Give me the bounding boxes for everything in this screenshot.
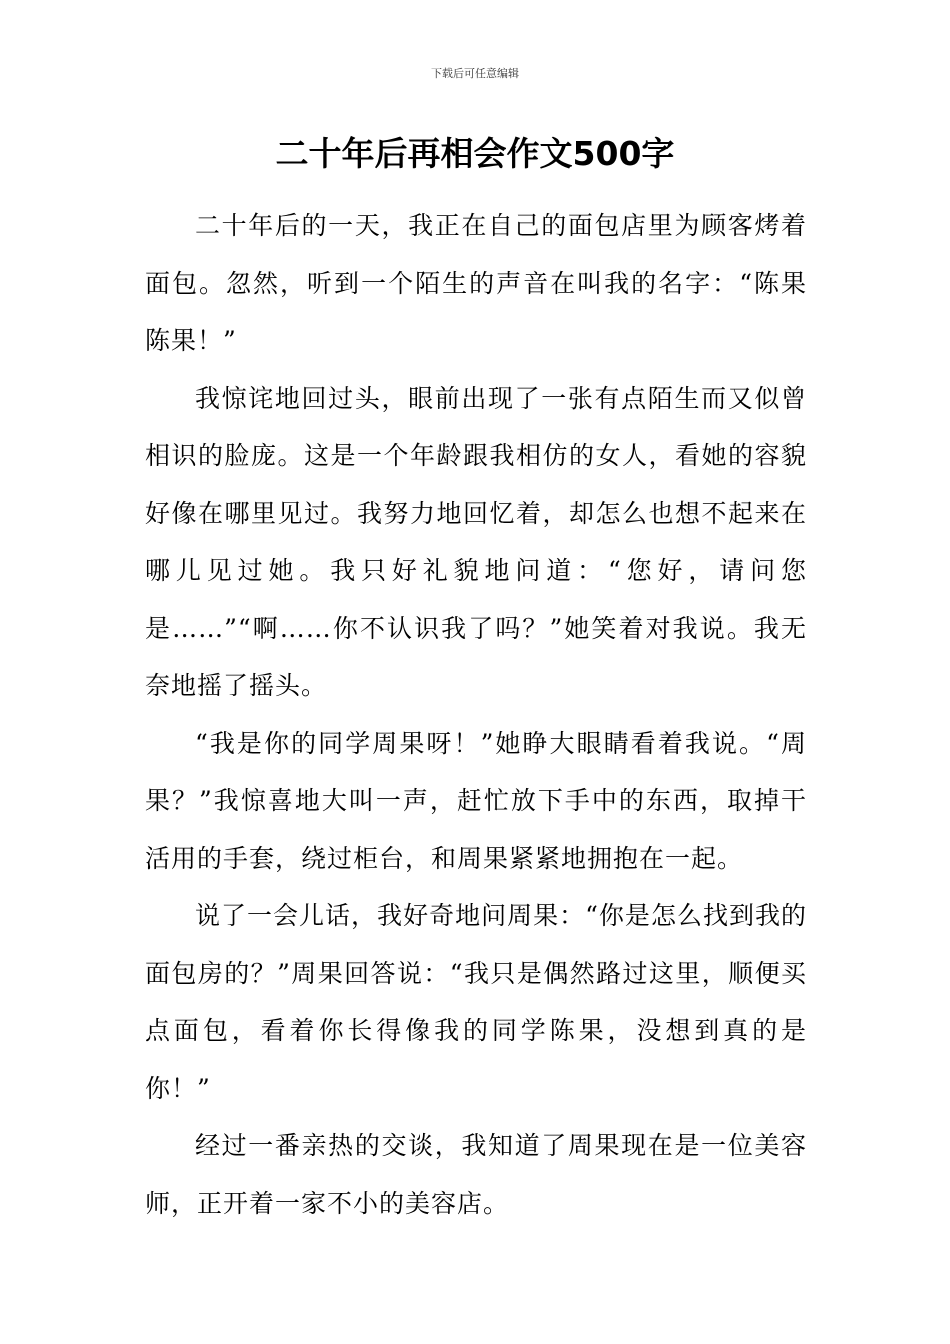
paragraph-3: “我是你的同学周果呀！”她睁大眼睛看着我说。“周果？”我惊喜地大叫一声，赶忙放下手中的东西，取掉干活用的手套，绕过柜台，和周果紧紧地拥抱在一起。	[145, 728, 807, 873]
paragraph-1: 二十年后的一天，我正在自己的面包店里为顾客烤着面包。忽然，听到一个陌生的声音在叫我的名字：“陈果陈果！”	[145, 211, 807, 355]
header-note: 下载后可任意编辑	[431, 67, 519, 80]
paragraph-2: 我惊诧地回过头，眼前出现了一张有点陌生而又似曾相识的脸庞。这是一个年龄跟我相仿的女人，看她的容貌好像在哪里见过。我努力地回忆着，却怎么也想不起来在哪儿见过她。我只好礼貌地问道：“您好，请问您是……”“啊……你不认识我了吗？”她笑着对我说。我无奈地摇了摇头。	[145, 383, 807, 700]
paragraph-5: 经过一番亲热的交谈，我知道了周果现在是一位美容师，正开着一家不小的美容店。	[145, 1131, 807, 1218]
document-title: 二十年后再相会作文500字	[275, 134, 675, 173]
document-body	[145, 197, 807, 1232]
paragraph-4: 说了一会儿话，我好奇地问周果：“你是怎么找到我的面包房的？”周果回答说：“我只是偶然路过这里，顺便买点面包，看着你长得像我的同学陈果，没想到真的是你！”	[145, 901, 807, 1103]
